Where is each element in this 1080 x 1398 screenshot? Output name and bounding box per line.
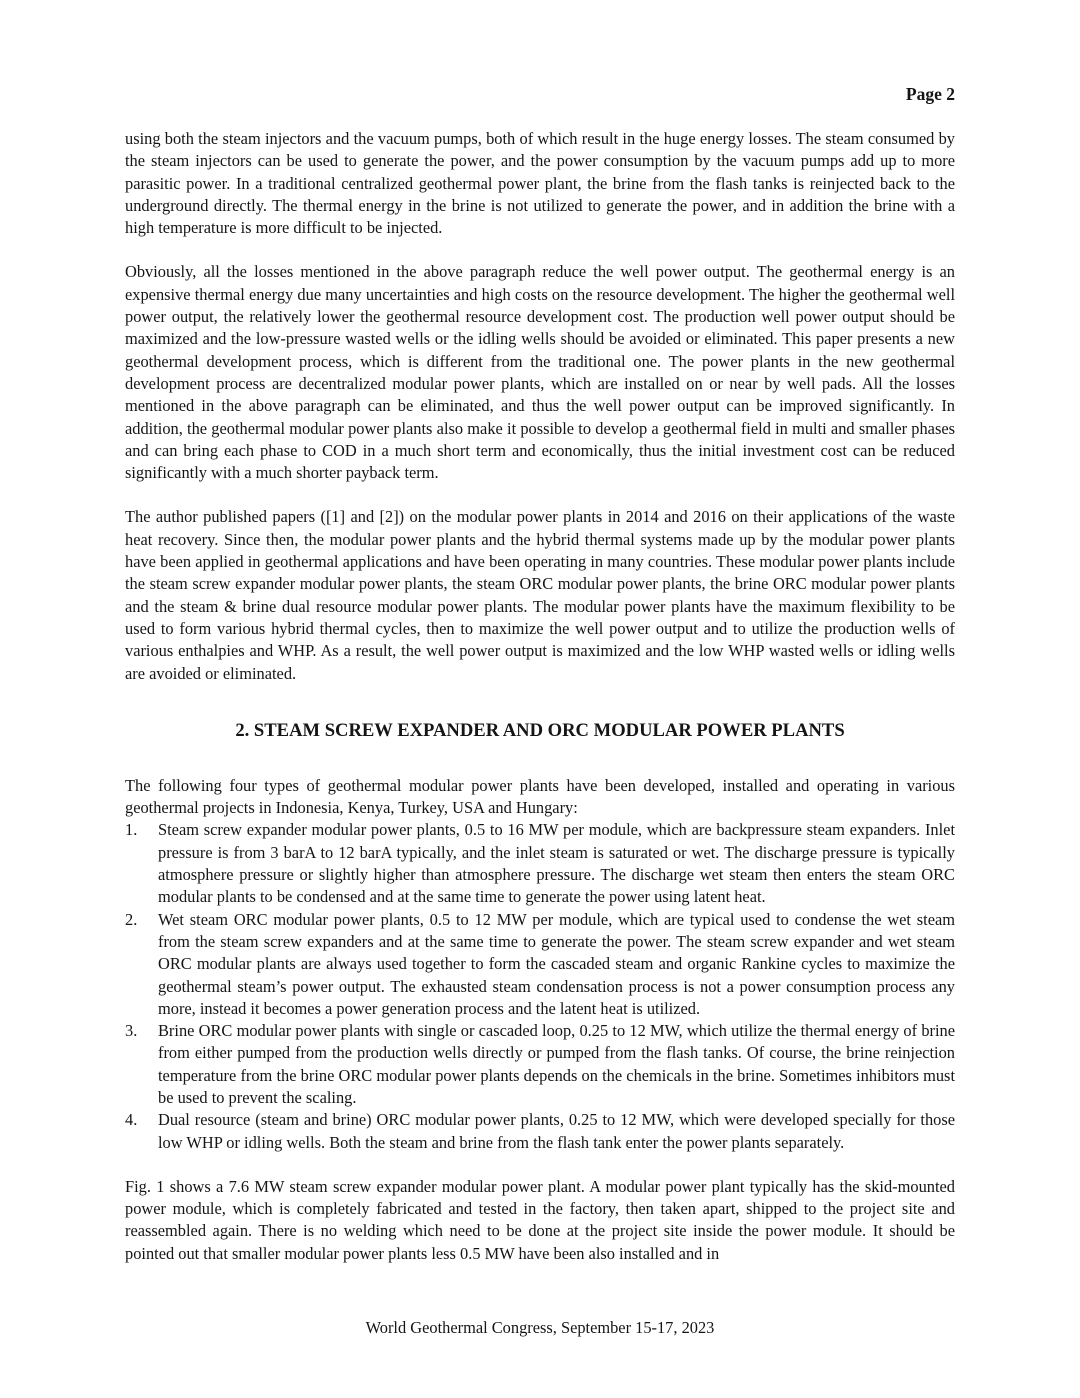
list-item-text: Steam screw expander modular power plants, 0.5 to 16 MW per module, which are backpressure steam expanders. Inlet pressure is from 3 barA to 12 barA typically, and the inlet steam is saturated or wet. The discharge pressure is typically atmosphere pressure or slightly higher than atmosphere pressure. The discharge wet steam then enters the steam ORC modular plants to be condensed and at the same time to generate the power using latent heat. [158,820,955,907]
numbered-list [125,819,955,1153]
list-item-text: Brine ORC modular power plants with single or cascaded loop, 0.25 to 12 MW, which utilize the thermal energy of brine from either pumped from the production wells directly or pumped from the flash tanks. Of course, the brine reinjection temperature from the brine ORC modular power plants depends on the chemicals in the brine. Sometimes inhibitors must be used to prevent the scaling. [158,1021,955,1107]
list-item-dual-resource [125,1109,955,1154]
paragraph-author-papers: The author published papers ([1] and [2]) on the modular power plants in 2014 and 2016 on their applications of the waste heat recovery. Since then, the modular power plants and the hybrid thermal systems made up by the modular power plants have been applied in geothermal applications and have been operating in many countries. These modular power plants include the steam screw expander modular power plants, the steam ORC modular power plants, the brine ORC modular power plants and the steam & brine dual resource modular power plants. The modular power plants have the maximum flexibility to be used to form various hybrid thermal cycles, then to maximize the well power output and to utilize the production wells of various enthalpies and WHP. As a result, the well power output is maximized and the low WHP wasted wells or idling wells are avoided or eliminated. [125,507,955,683]
footer-conference-line: World Geothermal Congress, September 15-17, 2023 [365,1318,715,1337]
paragraph-losses-overview: Obviously, all the losses mentioned in the above paragraph reduce the well power output. The geothermal energy is an expensive thermal energy due many uncertainties and high costs on the resource development. The higher the geothermal well power output, the relatively lower the geothermal resource development cost. The production well power output should be maximized and the low-pressure wasted wells or the idling wells should be avoided or eliminated. This paper presents a new geothermal development process, which is different from the traditional one. The power plants in the new geothermal development process are decentralized modular power plants, which are installed on or near by well pads. All the losses mentioned in the above paragraph can be eliminated, and thus the well power output can be improved significantly. In addition, the geothermal modular power plants also make it possible to develop a geothermal field in multi and smaller phases and can bring each phase to COD in a much short term and economically, thus the initial investment cost can be reduced significantly with a much shorter payback term. [125,262,955,483]
list-item-number: 2. [125,909,138,929]
section-heading: 2. STEAM SCREW EXPANDER AND ORC MODULAR POWER PLANTS [235,719,845,741]
section-intro-paragraph: The following four types of geothermal modular power plants have been developed, installed and operating in various geothermal projects in Indonesia, Kenya, Turkey, USA and Hungary: [125,775,955,818]
list-item-brine-orc [125,1020,955,1109]
list-item-text: Dual resource (steam and brine) ORC modular power plants, 0.25 to 12 MW, which were developed specially for those low WHP or idling wells. Both the steam and brine from the flash tank enter the power plants separately. [158,1110,955,1152]
list-item-steam-screw-expander [125,819,955,908]
page-number: Page 2 [905,84,955,104]
list-item-number: 4. [125,1110,138,1130]
list-item-text: Wet steam ORC modular power plants, 0.5 to 12 MW per module, which are typical used to condense the wet steam from the steam screw expanders and at the same time to generate the power. The steam screw expander and wet steam ORC modular plants are always used together to form the cascaded steam and organic Rankine cycles to maximize the geothermal steam’s power output. The exhausted steam condensation process is not a power consumption process any more, instead it becomes a power generation process and the latent heat is utilized. [158,909,955,1018]
list-item-wet-steam-orc [125,909,955,1020]
paragraph-steam-injectors: using both the steam injectors and the vacuum pumps, both of which result in the huge energy losses. The steam consumed by the steam injectors can be used to generate the power, and the power consumption by the vacuum pumps add up to more parasitic power. In a traditional centralized geothermal power plant, the brine from the flash tanks is reinjected back to the underground directly. The thermal energy in the brine is not utilized to generate the power, and in addition the brine with a high temperature is more difficult to be injected. [125,129,955,238]
paragraph-fig1: Fig. 1 shows a 7.6 MW steam screw expander modular power plant. A modular power plant typically has the skid-mounted power module, which is completely fabricated and tested in the factory, then taken apart, shipped to the project site and reassembled again. There is no welding which need to be done at the project site inside the power module. It should be pointed out that smaller modular power plants less 0.5 MW have been also installed and in [125,1176,955,1263]
list-item-number: 3. [125,1021,138,1041]
list-item-number: 1. [125,820,138,840]
